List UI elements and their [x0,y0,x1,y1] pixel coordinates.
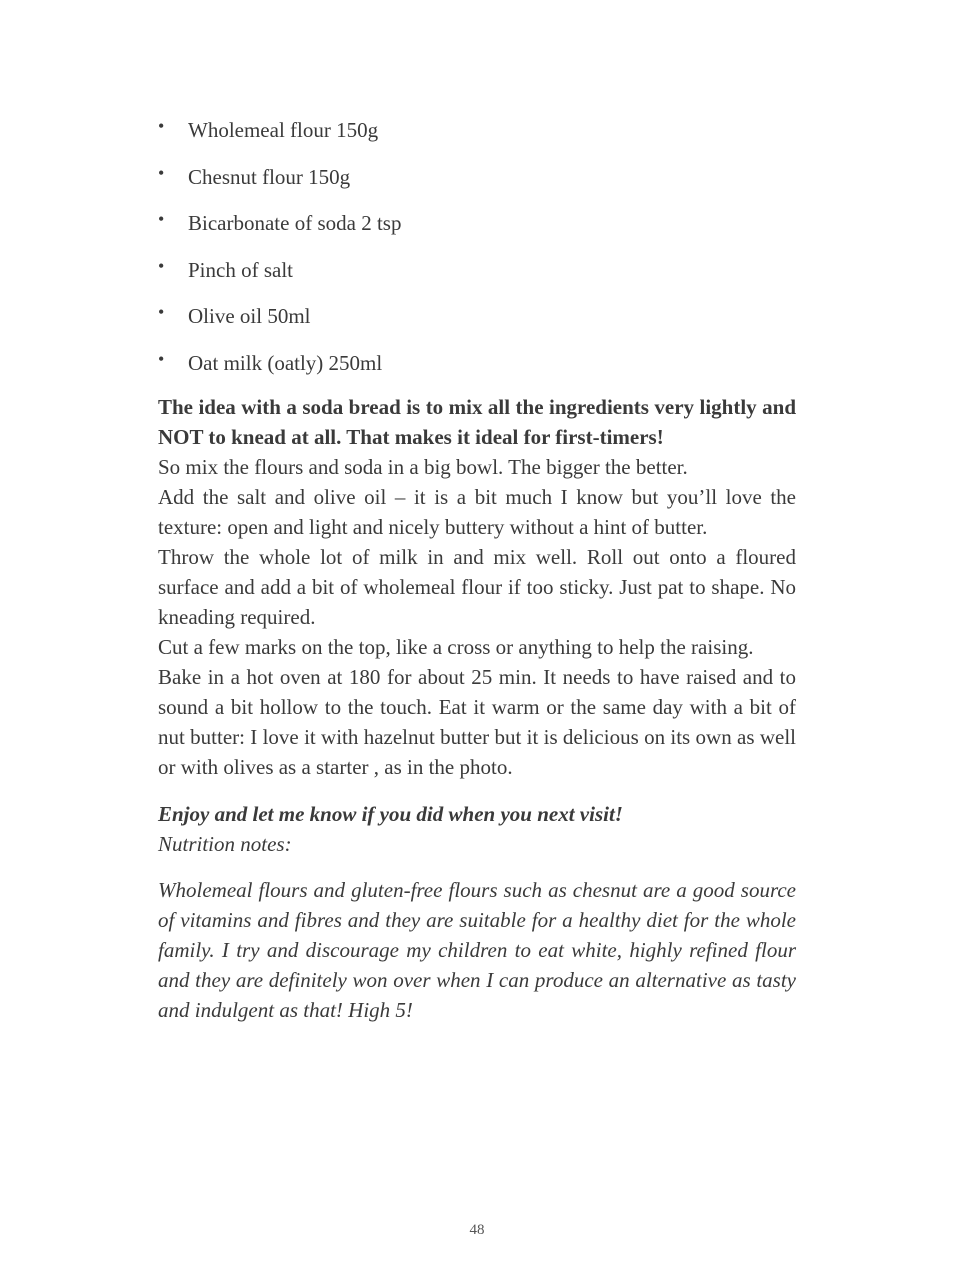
ingredient-text: Pinch of salt [188,257,293,282]
ingredient-item [158,349,796,377]
ingredient-item [158,209,796,237]
nutrition-heading: Nutrition notes: [158,831,292,856]
method-step: So mix the flours and soda in a big bowl. The bigger the better. [158,454,688,479]
ingredient-text: Wholemeal flour 150g [188,118,379,142]
method-step: Cut a few marks on the top, like a cross or anything to help the raising. [158,634,754,659]
closing-line: Enjoy and let me know if you did when you next visit! [158,801,623,826]
method-step: Bake in a hot oven at 180 for about 25 min. It needs to have raised and to sound a bit hollow to the touch. Eat it warm or the same day with a bit of nut butter: I love it with hazelnut butter but it is delicious on its own as well or with olives as a starter , as in the photo. [158,664,796,779]
bullet-icon: • [158,162,165,183]
ingredient-text: Oat milk (oatly) 250ml [188,350,383,375]
method-step: Add the salt and olive oil – it is a bit much I know but you’ll love the texture: open and light and nicely buttery without a hint of butter. [158,484,796,539]
method-intro: The idea with a soda bread is to mix all the ingredients very lightly and NOT to knead at all. That makes it ideal for first-timers! [158,394,796,449]
recipe-page [158,116,796,1025]
method-step: Throw the whole lot of milk in and mix well. Roll out onto a floured surface and add a bit of wholemeal flour if too sticky. Just pat to shape. No kneading required. [158,544,796,629]
ingredient-item [158,163,796,191]
bullet-icon: • [158,116,165,136]
ingredient-item [158,256,796,284]
ingredient-item [158,116,796,144]
bullet-icon: • [158,348,165,369]
ingredient-item [158,302,796,330]
bullet-icon: • [158,209,165,230]
bullet-icon: • [158,255,165,276]
ingredient-text: Chesnut flour 150g [188,164,351,189]
ingredient-text: Olive oil 50ml [188,304,311,329]
bullet-icon: • [158,302,165,323]
page-number: 48 [469,1222,485,1238]
nutrition-body: Wholemeal flours and gluten-free flours such as chesnut are a good source of vitamins and fibres and they are suitable for a healthy diet for the whole family. I try and discourage my children to eat white, highly refined flour and they are definitely won over when I can produce an alternative as tasty and indulgent as that! High 5! [158,877,796,1022]
ingredient-text: Bicarbonate of soda 2 tsp [188,211,402,236]
ingredient-list [158,116,796,377]
